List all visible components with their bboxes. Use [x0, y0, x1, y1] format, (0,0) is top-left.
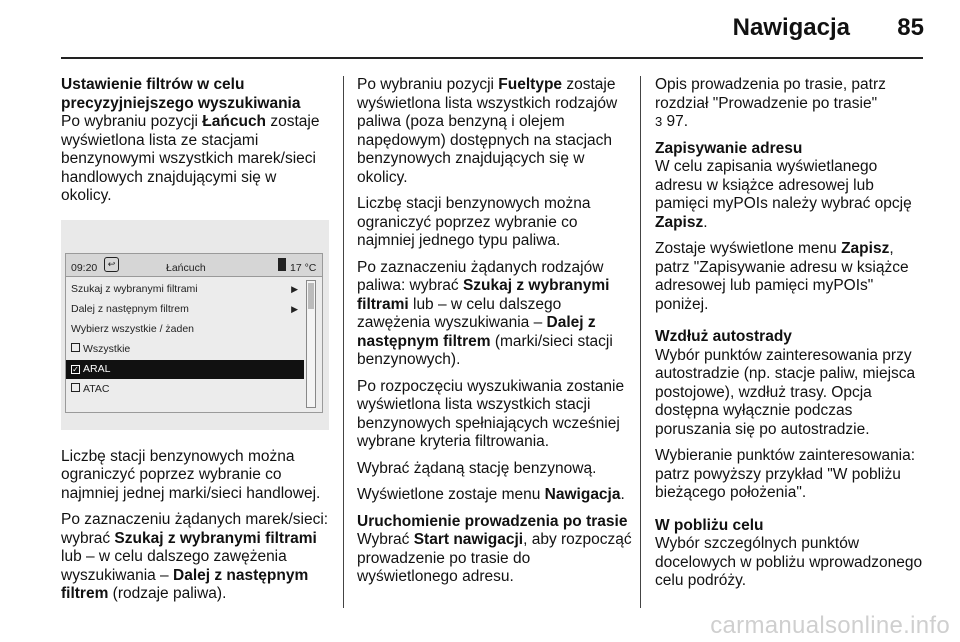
menu-term: Dalej z następnym filtrem	[357, 314, 596, 350]
menu-term: Dalej z następnym filtrem	[61, 566, 309, 602]
screen-menu-item[interactable]	[66, 340, 304, 359]
paragraph-text: Po zaznaczeniu żądanych rodzajów paliwa: wybrać	[357, 258, 604, 294]
paragraph-text: .	[620, 486, 625, 503]
section-heading: Zapisywanie adresu	[655, 139, 803, 157]
column-divider	[343, 76, 344, 608]
paragraph-text: Wybór szczególnych punktów docelowych w pobliżu wprowadzonego celu podróży.	[655, 535, 923, 589]
display-screen	[65, 253, 323, 413]
paragraph-text: , patrz "Zapisywanie adresu w książce adresowej lub pamięci myPOIs" poniżej.	[655, 240, 909, 313]
page-reference: 97.	[666, 113, 689, 130]
paragraph-text: Wybrać żądaną stację benzynową.	[357, 459, 597, 477]
paragraph-text: .	[703, 213, 708, 231]
screen-menu-item[interactable]	[66, 300, 304, 319]
chevron-right-icon: ▶	[291, 283, 298, 294]
paragraph-text: Wybór punktów zainteresowania przy autostradzie (np. stacje paliw, miejsca postojowe), wzdłuż trasy. Opcja dostępna wyłącznie podczas poruszania się po autostradzie.	[655, 346, 916, 438]
paragraph-text: Wybieranie punktów zainteresowania: patrz powyższy przykład "W pobliżu bieżącego położenia".	[655, 447, 916, 501]
page-reference-icon: 3	[655, 114, 663, 129]
paragraph-text: Liczbę stacji benzynowych można ograniczyć poprzez wybranie co najmniej jednej marki/sieci handlowej.	[61, 447, 321, 502]
menu-item-label: Szukaj z wybranymi filtrami	[71, 282, 198, 295]
paragraph-text: lub – w celu dalszego zawężenia wyszukiwania –	[357, 295, 562, 331]
section-heading: Ustawienie filtrów w celu precyzyjniejszego wyszukiwania	[61, 76, 301, 112]
column-divider	[640, 76, 641, 608]
chevron-right-icon: ▶	[291, 303, 298, 314]
menu-term: Zapisz	[841, 240, 890, 257]
paragraph-text: Zostaje wyświetlone menu	[655, 240, 842, 257]
paragraph-text: zostaje wyświetlona lista wszystkich rodzajów paliwa (poza benzyną i olejem napędowym) dostępnych na stacjach benzynowych znajdujących się w okolicy.	[357, 76, 618, 186]
menu-term: Start nawigacji	[413, 531, 524, 548]
thermometer-icon	[278, 258, 286, 271]
screen-menu-item[interactable]	[66, 320, 304, 339]
menu-term: Zapisz	[655, 213, 704, 231]
screen-title: Łańcuch	[166, 261, 206, 274]
paragraph-text: Po zaznaczeniu żądanych marek/sieci: wybrać	[61, 511, 329, 547]
menu-term: Fueltype	[498, 76, 563, 93]
section-heading: Wzdłuż autostrady	[655, 328, 792, 345]
paragraph-text: Wybrać	[357, 531, 414, 548]
menu-item-label: Wybierz wszystkie / żaden	[71, 322, 195, 335]
page-number: 85	[897, 14, 924, 41]
watermark: carmanualsonline.info	[710, 612, 950, 639]
column-3	[655, 76, 925, 599]
paragraph-text: , aby rozpocząć prowadzenie po trasie do wyświetlonego adresu.	[357, 531, 632, 585]
checkbox-empty-icon	[71, 343, 80, 352]
menu-item-label: ATAC	[83, 382, 110, 395]
section-heading: Uruchomienie prowadzenia po trasie	[357, 512, 628, 530]
paragraph-text: (marki/sieci stacji benzynowych).	[357, 332, 613, 368]
page-title: Nawigacja	[732, 14, 850, 41]
menu-term: Szukaj z wybranymi filtrami	[114, 529, 317, 547]
screen-temperature: 17 °C	[290, 261, 317, 274]
column-2	[357, 76, 632, 595]
checkbox-empty-icon	[71, 383, 80, 392]
menu-term: Łańcuch	[202, 113, 267, 130]
header-rule	[61, 57, 923, 59]
screen-time: 09:20	[71, 261, 98, 274]
paragraph-text: Liczbę stacji benzynowych można ograniczyć poprzez wybranie co najmniej jednego typu paliwa.	[357, 195, 591, 249]
scroll-thumb[interactable]	[308, 283, 314, 309]
menu-item-label: Wszystkie	[83, 342, 131, 355]
screen-menu-item[interactable]	[66, 380, 304, 399]
screen-status-bar	[66, 254, 322, 277]
section-heading: W pobliżu celu	[655, 516, 764, 534]
paragraph-text: Po wybraniu pozycji	[357, 76, 499, 93]
paragraph-text: W celu zapisania wyświetlanego adresu w książce adresowej lub pamięci myPOIs należy wybrać opcję	[655, 158, 912, 212]
paragraph-text: Po rozpoczęciu wyszukiwania zostanie wyświetlona lista wszystkich stacji benzynowych spełniających wcześniej wybrane kryteria filtrowania.	[357, 377, 625, 450]
menu-term: Szukaj z wybranymi filtrami	[357, 277, 610, 313]
screen-figure	[61, 220, 329, 430]
column-1	[61, 76, 331, 612]
paragraph-text: lub – w celu dalszego zawężenia wyszukiwania –	[61, 548, 287, 584]
back-icon: ↩	[104, 257, 119, 272]
paragraph-text: Po wybraniu pozycji	[61, 113, 203, 130]
menu-term: Nawigacja	[544, 486, 621, 503]
paragraph-text: Wyświetlone zostaje menu	[357, 486, 545, 503]
checkbox-checked-icon: ✓	[72, 364, 79, 374]
paragraph-text: zostaje wyświetlona lista ze stacjami benzynowymi wszystkich marek/sieci handlowych znajdującymi się w okolicy.	[61, 113, 320, 204]
menu-item-label: Dalej z następnym filtrem	[71, 302, 189, 315]
paragraph-text: (rodzaje paliwa).	[108, 585, 227, 602]
paragraph-text: Opis prowadzenia po trasie, patrz rozdział "Prowadzenie po trasie"	[655, 76, 886, 112]
screen-menu-item[interactable]	[66, 280, 304, 299]
screen-scrollbar[interactable]	[306, 280, 316, 408]
menu-item-label: ARAL	[83, 362, 111, 375]
screen-menu-item-selected[interactable]	[66, 360, 304, 379]
